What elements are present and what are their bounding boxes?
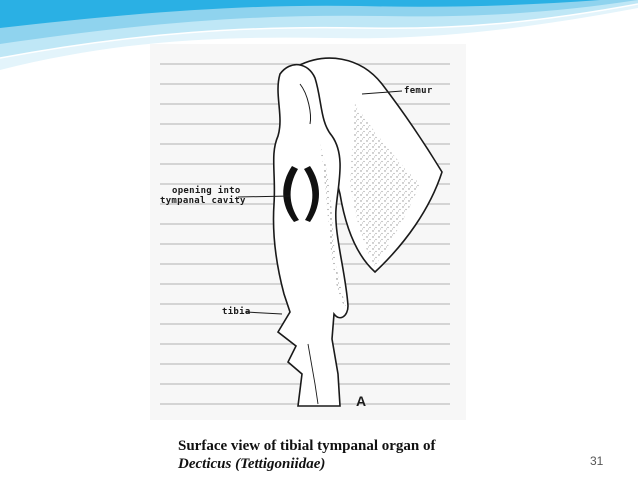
- tibia-leader: [246, 312, 282, 314]
- slide-number: 31: [590, 454, 604, 468]
- caption-line-1: Surface view of tibial tympanal organ of: [178, 438, 436, 454]
- caption-line-2: Decticus (Tettigoniidae): [178, 456, 326, 472]
- opening-label-line1: opening into: [172, 186, 241, 196]
- tibia-label: tibia: [222, 307, 251, 317]
- tympanal-organ-figure: [150, 44, 466, 420]
- figure-caption: [178, 437, 518, 473]
- opening-label-line2: tympanal cavity: [160, 196, 246, 206]
- femur-label: femur: [404, 86, 433, 96]
- leg-illustration: [150, 44, 466, 420]
- panel-label: A: [356, 393, 367, 409]
